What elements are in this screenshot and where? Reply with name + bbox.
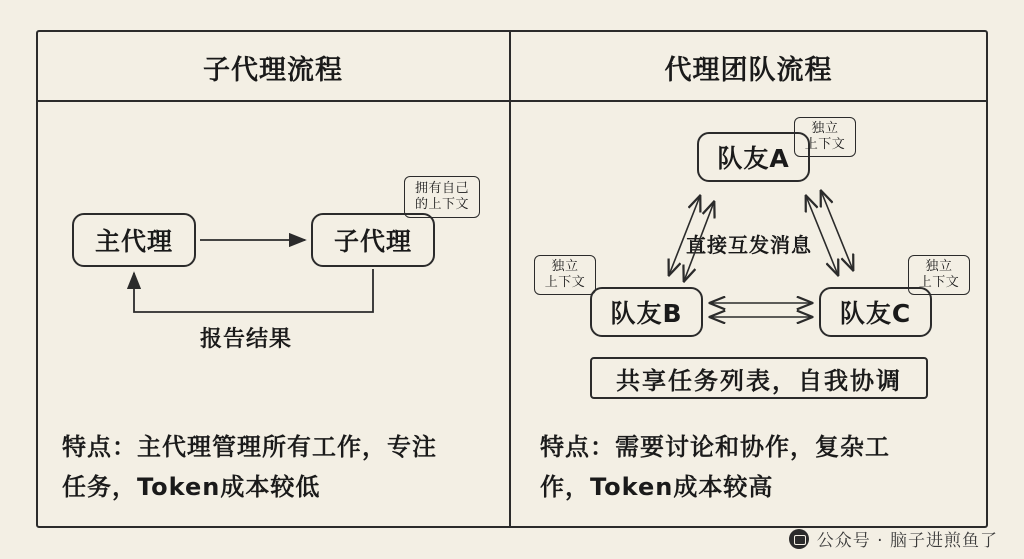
node-main-agent[interactable] xyxy=(72,213,196,267)
right-feature-text xyxy=(540,428,980,507)
note-teammate-a-context xyxy=(794,117,856,157)
left-feature-line-2: 任务，Token成本较低 xyxy=(62,472,321,501)
note-line-1: 独立 xyxy=(925,258,953,274)
left-feature-text xyxy=(62,428,492,507)
node-teammate-b[interactable] xyxy=(590,287,703,337)
note-line-2: 上下文 xyxy=(804,137,846,152)
node-teammate-b-label: 队友B xyxy=(610,299,683,328)
right-title-rule xyxy=(509,100,988,102)
note-teammate-c-context xyxy=(908,255,970,295)
note-line-1: 独立 xyxy=(551,258,579,274)
node-sub-agent[interactable] xyxy=(311,213,435,267)
node-sub-agent-label: 子代理 xyxy=(333,227,412,256)
note-line-2: 上下文 xyxy=(544,275,586,290)
shared-task-banner: 共享任务列表，自我协调 xyxy=(590,357,928,399)
note-teammate-b-context xyxy=(534,255,596,295)
note-line-1: 独立 xyxy=(811,120,839,136)
left-panel-title: 子代理流程 xyxy=(203,55,343,86)
right-message-caption: 直接互发消息 xyxy=(686,233,812,257)
right-feature-line-1: 特点：需要讨论和协作，复杂工 xyxy=(540,433,890,461)
note-line-1: 拥有自己 xyxy=(414,180,469,196)
right-feature-line-2: 作，Token成本较高 xyxy=(540,472,774,501)
panel-divider xyxy=(509,30,511,528)
node-main-agent-label: 主代理 xyxy=(94,227,173,256)
right-panel-title: 代理团队流程 xyxy=(664,55,833,86)
watermark-text: 公众号 · 脑子进煎鱼了 xyxy=(816,531,998,551)
node-teammate-a-label: 队友A xyxy=(717,144,790,173)
note-line-2: 上下文 xyxy=(918,275,960,290)
wechat-badge-icon xyxy=(789,529,809,549)
note-sub-agent-context xyxy=(404,176,480,218)
left-title-rule xyxy=(36,100,510,102)
note-line-2: 的上下文 xyxy=(414,197,469,212)
left-report-caption: 报告结果 xyxy=(200,327,293,352)
left-feature-line-1: 特点：主代理管理所有工作，专注 xyxy=(62,433,437,461)
node-teammate-c-label: 队友C xyxy=(839,299,912,328)
watermark xyxy=(789,526,998,551)
